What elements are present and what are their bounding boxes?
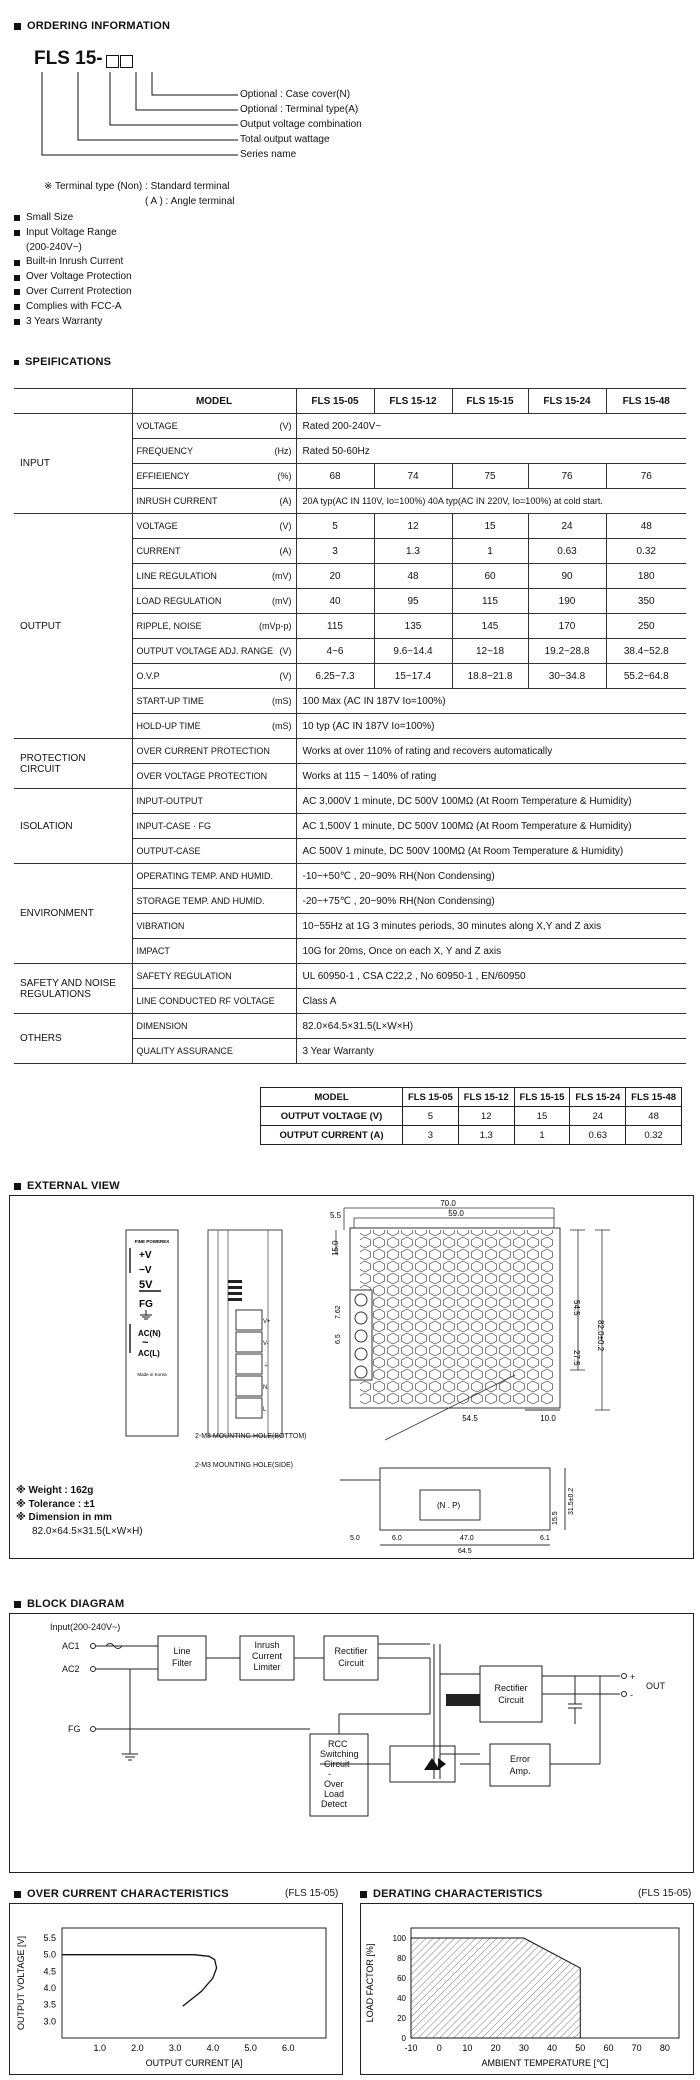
svg-text:Load: Load bbox=[324, 1789, 345, 1799]
oc-chart-model: (FLS 15-05) bbox=[285, 1888, 339, 1899]
ordering-label-terminal: Optional : Terminal type(A) bbox=[240, 104, 359, 115]
table-row: OVER VOLTAGE PROTECTION Works at 115 ~ 140% of rating bbox=[14, 764, 686, 789]
svg-text:54.5: 54.5 bbox=[572, 1300, 581, 1316]
x-tick-label: -10 bbox=[404, 2043, 418, 2053]
x-tick-label: 6.0 bbox=[282, 2043, 295, 2053]
ordering-label-series: Series name bbox=[240, 149, 297, 160]
x-tick-label: 40 bbox=[547, 2043, 558, 2053]
feature-item: Complies with FCC-A bbox=[14, 300, 132, 315]
ordering-title: ORDERING INFORMATION bbox=[14, 20, 674, 32]
feature-list bbox=[14, 211, 132, 329]
ordering-leader-lines bbox=[30, 70, 240, 160]
svg-text:FINE POWEREX: FINE POWEREX bbox=[134, 1239, 170, 1244]
svg-text:Amp.: Amp. bbox=[509, 1766, 531, 1776]
table-header-cell: FLS 15-48 bbox=[606, 389, 686, 414]
table-row: CURRENT (A) 3 1.3 1 0.63 0.32 bbox=[14, 539, 686, 564]
y-tick-label: 4.5 bbox=[43, 1966, 56, 1977]
svg-text:27.5: 27.5 bbox=[572, 1350, 581, 1366]
mount-hole-bottom-label: 2-M3 MOUNTING HOLE(BOTTOM) bbox=[195, 1433, 307, 1440]
table-row: OTHERS DIMENSION 82.0×64.5×31.5(L×W×H) bbox=[14, 1014, 686, 1039]
table-header-row: MODEL FLS 15-05 FLS 15-12 FLS 15-15 FLS 15-24 FLS 15-48 bbox=[261, 1088, 682, 1107]
svg-text:Circuit: Circuit bbox=[338, 1658, 364, 1668]
side-view-terminals bbox=[206, 1228, 286, 1438]
table-row: ENVIRONMENT OPERATING TEMP. AND HUMID. -10~+50℃ , 20~90% RH(Non Condensing) bbox=[14, 864, 686, 889]
x-tick-label: 4.0 bbox=[206, 2043, 220, 2053]
y-tick-label: 60 bbox=[397, 1974, 406, 1983]
svg-text:(N . P): (N . P) bbox=[437, 1501, 461, 1510]
svg-text:Rectifier: Rectifier bbox=[334, 1646, 368, 1656]
group-label: SAFETY AND NOISE REGULATIONS bbox=[14, 964, 132, 1014]
svg-text:64.5: 64.5 bbox=[458, 1548, 472, 1555]
ordering-label-case: Optional : Case cover(N) bbox=[240, 89, 351, 100]
svg-text:7.62: 7.62 bbox=[335, 1305, 342, 1319]
external-view-title: EXTERNAL VIEW bbox=[14, 1180, 120, 1192]
svg-text:-: - bbox=[328, 1769, 331, 1779]
y-axis-label: LOAD FACTOR [%] bbox=[365, 1943, 375, 2023]
front-label-panel bbox=[124, 1228, 180, 1438]
x-axis-label: OUTPUT CURRENT [A] bbox=[145, 2058, 243, 2068]
svg-text:FG: FG bbox=[68, 1724, 81, 1734]
svg-text:⏚: ⏚ bbox=[263, 1363, 270, 1369]
spec-table bbox=[14, 388, 686, 1064]
y-tick-label: 3.5 bbox=[43, 1999, 56, 2010]
table-header-cell: FLS 15-15 bbox=[452, 389, 528, 414]
svg-text:Switching: Switching bbox=[320, 1749, 359, 1759]
svg-text:54.5: 54.5 bbox=[462, 1414, 478, 1423]
derating-chart bbox=[361, 1904, 693, 2074]
over-current-chart bbox=[10, 1904, 342, 2074]
table-row: STORAGE TEMP. AND HUMID. -20~+75℃ , 20~90% RH(Non Condensing) bbox=[14, 889, 686, 914]
ordering-label-voltage: Output voltage combination bbox=[240, 119, 362, 130]
group-label: PROTECTION CIRCUIT bbox=[14, 739, 132, 789]
svg-text:AC2: AC2 bbox=[62, 1664, 80, 1674]
group-label: ISOLATION bbox=[14, 789, 132, 864]
feature-item: Input Voltage Range bbox=[14, 226, 132, 241]
block-diagram-title: BLOCK DIAGRAM bbox=[14, 1598, 124, 1610]
y-tick-label: 40 bbox=[397, 1994, 406, 2003]
feature-item: Small Size bbox=[14, 211, 132, 226]
table-row: IMPACT 10G for 20ms, Once on each X, Y and Z axis bbox=[14, 939, 686, 964]
model-code: FLS 15- bbox=[34, 48, 133, 70]
table-header-cell: FLS 15-05 bbox=[296, 389, 374, 414]
x-tick-label: 20 bbox=[490, 2043, 501, 2053]
svg-text:RCC: RCC bbox=[328, 1739, 348, 1749]
oc-chart-title: OVER CURRENT CHARACTERISTICS bbox=[14, 1888, 229, 1900]
group-label: INPUT bbox=[14, 414, 132, 514]
feature-item: (200-240V~) bbox=[26, 241, 82, 253]
table-row: PROTECTION CIRCUIT OVER CURRENT PROTECTION Works at over 110% of rating and recovers automatically bbox=[14, 739, 686, 764]
svg-text:+V: +V bbox=[139, 1250, 152, 1261]
x-tick-label: 2.0 bbox=[131, 2043, 144, 2053]
table-header-cell: FLS 15-12 bbox=[374, 389, 452, 414]
square-bullet-icon bbox=[14, 289, 20, 295]
mount-hole-side-label: 2-M3 MOUNTING HOLE(SIDE) bbox=[195, 1462, 294, 1469]
output-summary-table bbox=[260, 1087, 682, 1145]
plot-area bbox=[62, 1928, 326, 2038]
y-tick-label: 5.0 bbox=[43, 1949, 56, 1960]
svg-text:5.5: 5.5 bbox=[330, 1211, 342, 1220]
table-header-cell: FLS 15-24 bbox=[528, 389, 606, 414]
transformer-core-icon bbox=[446, 1694, 480, 1706]
svg-text:Over: Over bbox=[324, 1779, 344, 1789]
svg-text:N: N bbox=[263, 1385, 268, 1391]
svg-text:5.0: 5.0 bbox=[350, 1535, 360, 1542]
table-row: INPUT-CASE · FG AC 1,500V 1 minute, DC 500V 100MΩ (At Room Temperature & Humidity) bbox=[14, 814, 686, 839]
series-line bbox=[62, 1955, 217, 2007]
svg-text:~: ~ bbox=[142, 1337, 149, 1349]
ordering-section bbox=[14, 20, 674, 32]
square-bullet-icon bbox=[14, 260, 20, 266]
svg-text:6.1: 6.1 bbox=[540, 1535, 550, 1542]
table-row: EFFIEIENCY (%) 68 74 75 76 76 bbox=[14, 464, 686, 489]
svg-text:Error: Error bbox=[510, 1754, 530, 1764]
svg-text:Rectifier: Rectifier bbox=[494, 1683, 528, 1693]
external-notes: ※ Weight : 162g ※ Tolerance : ±1 ※ Dimension in mm 82.0×64.5×31.5(L×W×H) bbox=[16, 1485, 143, 1537]
svg-text:L: L bbox=[263, 1407, 267, 1413]
svg-text:Circuit: Circuit bbox=[324, 1759, 350, 1769]
table-row: LOAD REGULATION (mV) 40 95 115 190 350 bbox=[14, 589, 686, 614]
table-header-cell: MODEL bbox=[132, 389, 296, 414]
svg-text:5V: 5V bbox=[139, 1279, 153, 1291]
svg-text:82.0±0.2: 82.0±0.2 bbox=[596, 1320, 605, 1352]
terminal-note-angle: ( A ) : Angle terminal bbox=[145, 196, 235, 207]
svg-text:Detect: Detect bbox=[321, 1799, 348, 1809]
option-box-1 bbox=[106, 55, 119, 68]
svg-text:Current: Current bbox=[251, 1651, 283, 1661]
ordering-label-wattage: Total output wattage bbox=[240, 134, 330, 145]
group-label: ENVIRONMENT bbox=[14, 864, 132, 964]
svg-text:AC1: AC1 bbox=[62, 1641, 80, 1651]
svg-text:FG: FG bbox=[139, 1299, 153, 1310]
feature-item: Built-in Inrush Current bbox=[14, 255, 132, 270]
table-row: O.V.P (V) 6.25~7.3 15~17.4 18.8~21.8 30~34.8 55.2~64.8 bbox=[14, 664, 686, 689]
x-tick-label: 70 bbox=[631, 2043, 642, 2053]
svg-text:+: + bbox=[630, 1672, 636, 1682]
svg-text:47.0: 47.0 bbox=[460, 1535, 474, 1542]
svg-text:Limiter: Limiter bbox=[253, 1662, 281, 1672]
svg-text:Made in Korea: Made in Korea bbox=[137, 1372, 167, 1377]
table-row: QUALITY ASSURANCE 3 Year Warranty bbox=[14, 1039, 686, 1064]
square-bullet-icon bbox=[14, 230, 20, 236]
square-bullet-icon bbox=[14, 275, 20, 281]
svg-text:Line: Line bbox=[173, 1646, 191, 1656]
feature-item: 3 Years Warranty bbox=[14, 315, 132, 330]
table-row: OUTPUT VOLTAGE (V) 5 12 15 24 48 bbox=[261, 1107, 682, 1126]
y-tick-label: 20 bbox=[397, 2014, 406, 2023]
table-row: START-UP TIME (mS) 100 Max (AC IN 187V Io=100%) bbox=[14, 689, 686, 714]
derating-chart-model: (FLS 15-05) bbox=[638, 1888, 692, 1899]
svg-text:10.0: 10.0 bbox=[540, 1414, 556, 1423]
table-row: OUTPUT VOLTAGE ADJ. RANGE (V) 4~6 9.6~14.4 12~18 19.2~28.8 38.4~52.8 bbox=[14, 639, 686, 664]
square-bullet-icon bbox=[14, 215, 20, 221]
square-bullet-icon bbox=[14, 319, 20, 325]
square-bullet-icon bbox=[14, 304, 20, 310]
svg-text:−V: −V bbox=[139, 1265, 152, 1276]
table-row: INPUT VOLTAGE (V) Rated 200-240V~ bbox=[14, 414, 686, 439]
svg-text:Inrush: Inrush bbox=[254, 1640, 280, 1650]
square-bullet-icon bbox=[360, 1891, 367, 1898]
svg-text:OUT: OUT bbox=[646, 1681, 665, 1691]
y-tick-label: 100 bbox=[392, 1934, 406, 1943]
table-row: OUTPUT-CASE AC 500V 1 minute, DC 500V 100MΩ (At Room Temperature & Humidity) bbox=[14, 839, 686, 864]
square-bullet-icon bbox=[14, 1601, 21, 1608]
x-tick-label: 30 bbox=[518, 2043, 529, 2053]
y-tick-label: 4.0 bbox=[43, 1983, 56, 1993]
table-row: SAFETY AND NOISE REGULATIONS SAFETY REGULATION UL 60950-1 , CSA C22,2 , No 60950-1 , EN/60950 bbox=[14, 964, 686, 989]
y-axis-label: OUTPUT VOLTAGE [V] bbox=[16, 1935, 26, 2031]
table-row: LINE REGULATION (mV) 20 48 60 90 180 bbox=[14, 564, 686, 589]
front-view-drawing bbox=[340, 1460, 580, 1555]
square-bullet-icon bbox=[14, 1891, 21, 1898]
x-tick-label: 50 bbox=[575, 2043, 586, 2053]
top-view-drawing bbox=[330, 1200, 620, 1465]
table-row: VIBRATION 10~55Hz at 1G 3 minutes periods, 30 minutes along X,Y and Z axis bbox=[14, 914, 686, 939]
derating-chart-title: DERATING CHARACTERISTICS bbox=[360, 1888, 543, 1900]
option-box-2 bbox=[120, 55, 133, 68]
svg-text:6.5: 6.5 bbox=[335, 1334, 342, 1344]
x-tick-label: 0 bbox=[436, 2043, 442, 2053]
svg-text:59.0: 59.0 bbox=[448, 1209, 464, 1218]
svg-text:V-: V- bbox=[263, 1341, 269, 1347]
square-bullet-icon bbox=[14, 23, 21, 30]
svg-text:Filter: Filter bbox=[172, 1658, 192, 1668]
svg-text:-: - bbox=[630, 1690, 633, 1700]
block-diagram bbox=[10, 1614, 693, 1872]
table-row: HOLD-UP TIME (mS) 10 typ (AC IN 187V Io=100%) bbox=[14, 714, 686, 739]
svg-text:70.0: 70.0 bbox=[440, 1200, 456, 1208]
derating-area bbox=[411, 1938, 580, 2038]
square-bullet-icon bbox=[14, 360, 19, 365]
feature-item: Over Current Protection bbox=[14, 285, 132, 300]
terminal-note-standard: ※ Terminal type (Non) : Standard terminal bbox=[44, 181, 230, 192]
specs-title: SPEIFICATIONS bbox=[14, 356, 111, 368]
table-row: LINE CONDUCTED RF VOLTAGE Class A bbox=[14, 989, 686, 1014]
table-row: FREQUENCY (Hz) Rated 50-60Hz bbox=[14, 439, 686, 464]
svg-text:6.0: 6.0 bbox=[392, 1535, 402, 1542]
svg-text:V+: V+ bbox=[263, 1319, 271, 1325]
x-tick-label: 5.0 bbox=[244, 2043, 257, 2053]
feature-item: Over Voltage Protection bbox=[14, 270, 132, 285]
svg-text:AC(N): AC(N) bbox=[138, 1329, 161, 1338]
square-bullet-icon bbox=[14, 1183, 21, 1190]
table-header-row bbox=[14, 389, 686, 414]
x-tick-label: 1.0 bbox=[93, 2043, 106, 2053]
table-row: OUTPUT CURRENT (A) 3 1.3 1 0.63 0.32 bbox=[261, 1126, 682, 1145]
svg-text:15.0: 15.0 bbox=[331, 1240, 340, 1256]
table-row: ISOLATION INPUT-OUTPUT AC 3,000V 1 minute, DC 500V 100MΩ (At Room Temperature & Humidity) bbox=[14, 789, 686, 814]
group-label: OTHERS bbox=[14, 1014, 132, 1064]
table-row: INRUSH CURRENT (A) 20A typ(AC IN 110V, Io=100%) 40A typ(AC IN 220V, Io=100%) at cold start. bbox=[14, 489, 686, 514]
svg-text:15.5: 15.5 bbox=[552, 1511, 559, 1525]
y-tick-label: 5.5 bbox=[43, 1933, 56, 1943]
table-row: OUTPUT VOLTAGE (V) 5 12 15 24 48 bbox=[14, 514, 686, 539]
x-axis-label: AMBIENT TEMPERATURE [℃] bbox=[481, 2058, 609, 2068]
y-tick-label: 80 bbox=[397, 1954, 406, 1963]
svg-text:Circuit: Circuit bbox=[498, 1695, 524, 1705]
svg-text:31.5±0.2: 31.5±0.2 bbox=[568, 1487, 575, 1515]
y-tick-label: 3.0 bbox=[43, 2016, 56, 2027]
table-row: RIPPLE, NOISE (mVp-p) 115 135 145 170 250 bbox=[14, 614, 686, 639]
y-tick-label: 0 bbox=[401, 2034, 406, 2043]
x-tick-label: 80 bbox=[659, 2043, 670, 2053]
svg-text:Input(200-240V~): Input(200-240V~) bbox=[50, 1622, 121, 1632]
group-label: OUTPUT bbox=[14, 514, 132, 739]
x-tick-label: 10 bbox=[462, 2043, 473, 2053]
x-tick-label: 3.0 bbox=[168, 2043, 182, 2053]
svg-text:AC(L): AC(L) bbox=[138, 1349, 160, 1358]
x-tick-label: 60 bbox=[603, 2043, 614, 2053]
